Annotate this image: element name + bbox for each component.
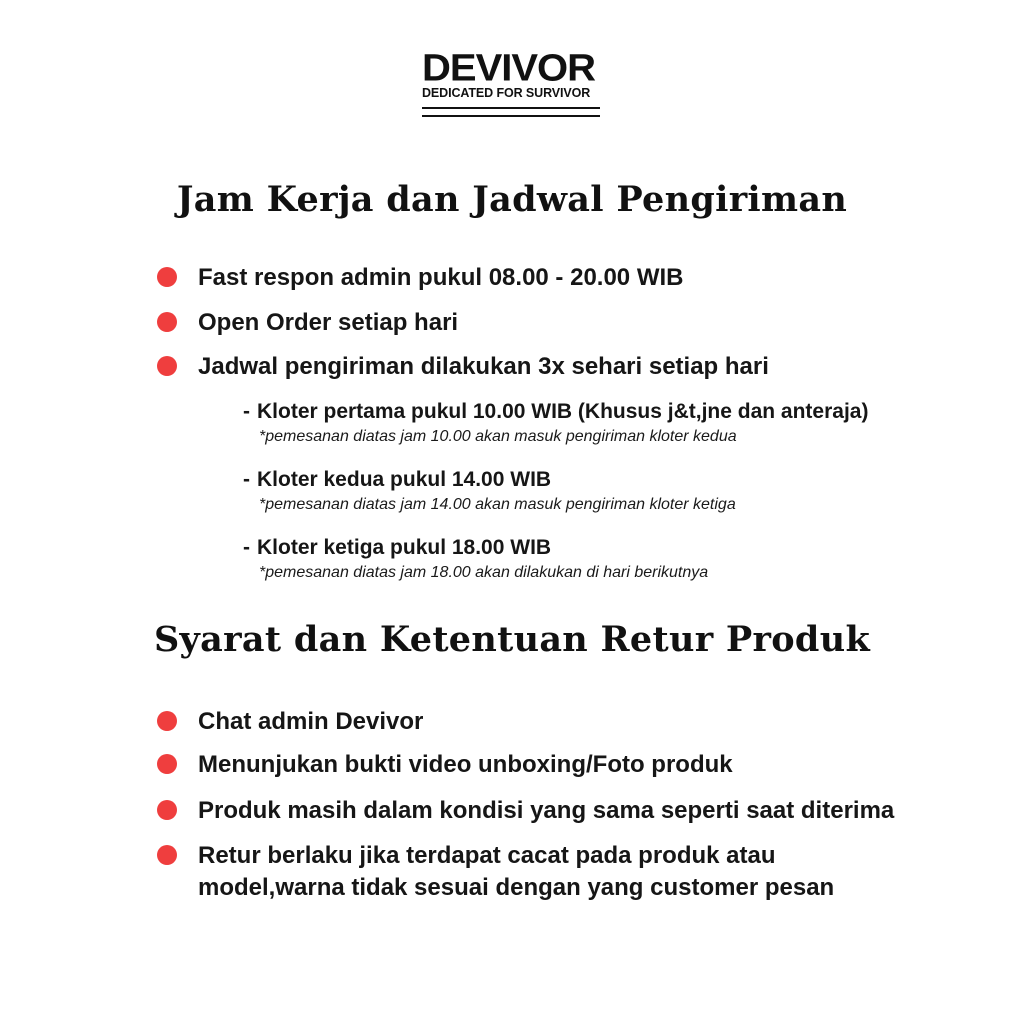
schedule-title: Kloter kedua pukul 14.00 WIB — [257, 468, 552, 491]
dash-marker: - — [243, 468, 250, 491]
schedule-note: *pemesanan diatas jam 10.00 akan masuk pengiriman kloter kedua — [259, 428, 737, 445]
schedule-note: *pemesanan diatas jam 18.00 akan dilakukan di hari berikutnya — [259, 564, 709, 581]
schedule-item-first — [243, 398, 1003, 448]
bullet-dot-icon — [157, 800, 177, 820]
list-item-text: Chat admin Devivor — [198, 708, 424, 735]
bullet-dot-icon — [157, 845, 177, 865]
section-heading-return-policy: Syarat dan Ketentuan Retur Produk — [153, 619, 871, 660]
list-item — [157, 262, 988, 294]
logo-divider-bottom — [422, 115, 600, 117]
list-item — [157, 840, 988, 904]
schedule-item-third — [243, 534, 1003, 584]
bullet-dot-icon — [157, 267, 177, 287]
section-heading-working-hours: Jam Kerja dan Jadwal Pengiriman — [176, 179, 848, 220]
list-item-text: Retur berlaku jika terdapat cacat pada produk atau model,warna tidak sesuai dengan yang customer pesan — [198, 842, 835, 901]
list-item-text: Menunjukan bukti video unboxing/Foto produk — [198, 751, 733, 778]
list-item — [157, 795, 988, 827]
list-item-text: Jadwal pengiriman dilakukan 3x sehari setiap hari — [198, 353, 769, 380]
list-item — [157, 706, 988, 738]
list-item — [157, 307, 988, 339]
logo-wordmark: DEVIVOR — [422, 47, 596, 89]
list-item-text: Fast respon admin pukul 08.00 - 20.00 WIB — [198, 264, 684, 291]
brand-logo — [422, 47, 602, 117]
schedule-title: Kloter ketiga pukul 18.00 WIB — [257, 536, 552, 559]
list-item — [157, 749, 988, 781]
bullet-dot-icon — [157, 356, 177, 376]
list-item — [157, 351, 988, 383]
dash-marker: - — [243, 400, 250, 423]
list-item-text: Open Order setiap hari — [198, 309, 459, 336]
schedule-note: *pemesanan diatas jam 14.00 akan masuk pengiriman kloter ketiga — [259, 496, 736, 513]
schedule-title: Kloter pertama pukul 10.00 WIB (Khusus j&t,jne dan anteraja) — [257, 400, 869, 423]
schedule-item-second — [243, 466, 1003, 516]
bullet-dot-icon — [157, 754, 177, 774]
logo-tagline: DEDICATED FOR SURVIVOR — [422, 86, 591, 100]
dash-marker: - — [243, 536, 250, 559]
list-item-text: Produk masih dalam kondisi yang sama seperti saat diterima — [198, 797, 895, 824]
logo-divider-top — [422, 107, 600, 109]
bullet-dot-icon — [157, 711, 177, 731]
bullet-dot-icon — [157, 312, 177, 332]
